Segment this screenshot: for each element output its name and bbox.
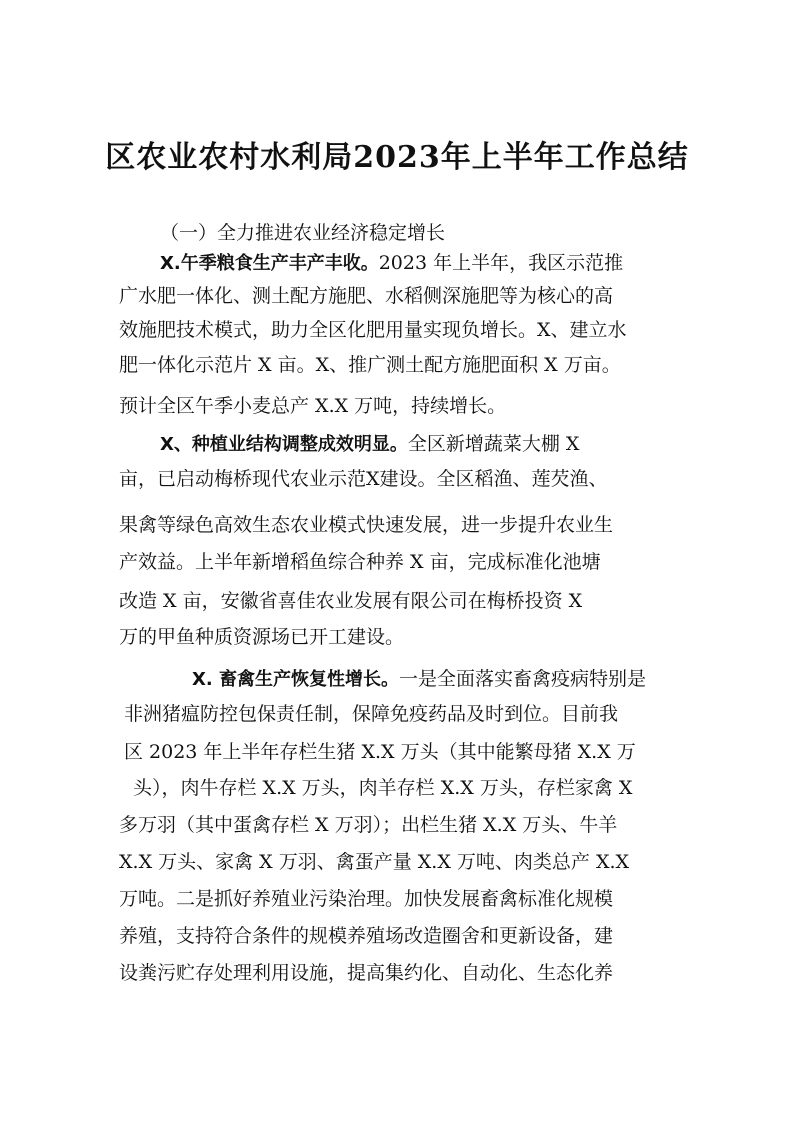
paragraph-1-first-line <box>160 251 623 276</box>
paragraph-2-line: 万的甲鱼种质资源场已开工建设。 <box>119 626 405 648</box>
paragraph-1-line: 广水肥一体化、测土配方施肥、水稻侧深施肥等为核心的高 <box>119 285 614 307</box>
paragraph-2-heading: X、种植业结构调整成效明显。 <box>160 434 408 455</box>
paragraph-2-line: 果禽等绿色高效生态农业模式快速发展，进一步提升农业生 <box>119 514 614 536</box>
paragraph-1-heading: X.午季粮食生产丰产丰收。 <box>160 253 379 274</box>
paragraph-3-line: 养殖，支持符合条件的规模养殖场改造圈舍和更新设备，建 <box>119 925 614 947</box>
paragraph-1-line: 2023 年上半年，我区示范推 <box>378 252 624 274</box>
paragraph-3-line: 万吨。二是抓好养殖业污染治理。加快发展畜禽标准化规模 <box>119 888 614 910</box>
paragraph-1-line: 预计全区午季小麦总产 X.X 万吨，持续增长。 <box>119 395 507 417</box>
paragraph-2-line: 产效益。上半年新增稻鱼综合种养 X 亩，完成标准化池塘 <box>119 551 601 573</box>
paragraph-3-line: 头），肉牛存栏 X.X 万头，肉羊存栏 X.X 万头，存栏家禽 X <box>133 777 633 799</box>
paragraph-3-line: 一是全面落实畜禽疫病特别是 <box>398 668 646 690</box>
paragraph-3-heading: X. 畜禽生产恢复性增长。 <box>192 669 399 690</box>
paragraph-1-line: 效施肥技术模式，助力全区化肥用量实现负增长。X、建立水 <box>119 319 627 341</box>
paragraph-3-first-line <box>192 667 646 692</box>
paragraph-2-line: 改造 X 亩，安徽省喜佳农业发展有限公司在梅桥投资 X <box>119 590 583 612</box>
paragraph-3-line: 区 2023 年上半年存栏生猪 X.X 万头（其中能繁母猪 X.X 万 <box>124 741 636 763</box>
paragraph-3-line: 多万羽（其中蛋禽存栏 X 万羽）；出栏生猪 X.X 万头、牛羊 <box>119 814 618 836</box>
section-heading: （一）全力推进农业经济稳定增长 <box>160 222 446 244</box>
paragraph-3-line: 非洲猪瘟防控包保责任制，保障免疫药品及时到位。目前我 <box>124 703 619 725</box>
paragraph-3-line: 设粪污贮存处理利用设施，提高集约化、自动化、生态化养 <box>119 962 614 984</box>
document-title: 区农业农村水利局2023年上半年工作总结 <box>105 140 689 175</box>
paragraph-1-line: 肥一体化示范片 X 亩。X、推广测土配方施肥面积 X 万亩。 <box>119 354 621 376</box>
paragraph-2-line: 亩，已启动梅桥现代农业示范X建设。全区稻渔、莲芡渔、 <box>119 468 608 490</box>
paragraph-2-first-line <box>160 432 579 457</box>
paragraph-3-line: X.X 万头、家禽 X 万羽、禽蛋产量 X.X 万吨、肉类总产 X.X <box>119 851 630 873</box>
paragraph-2-line: 全区新增蔬菜大棚 X <box>407 433 580 455</box>
